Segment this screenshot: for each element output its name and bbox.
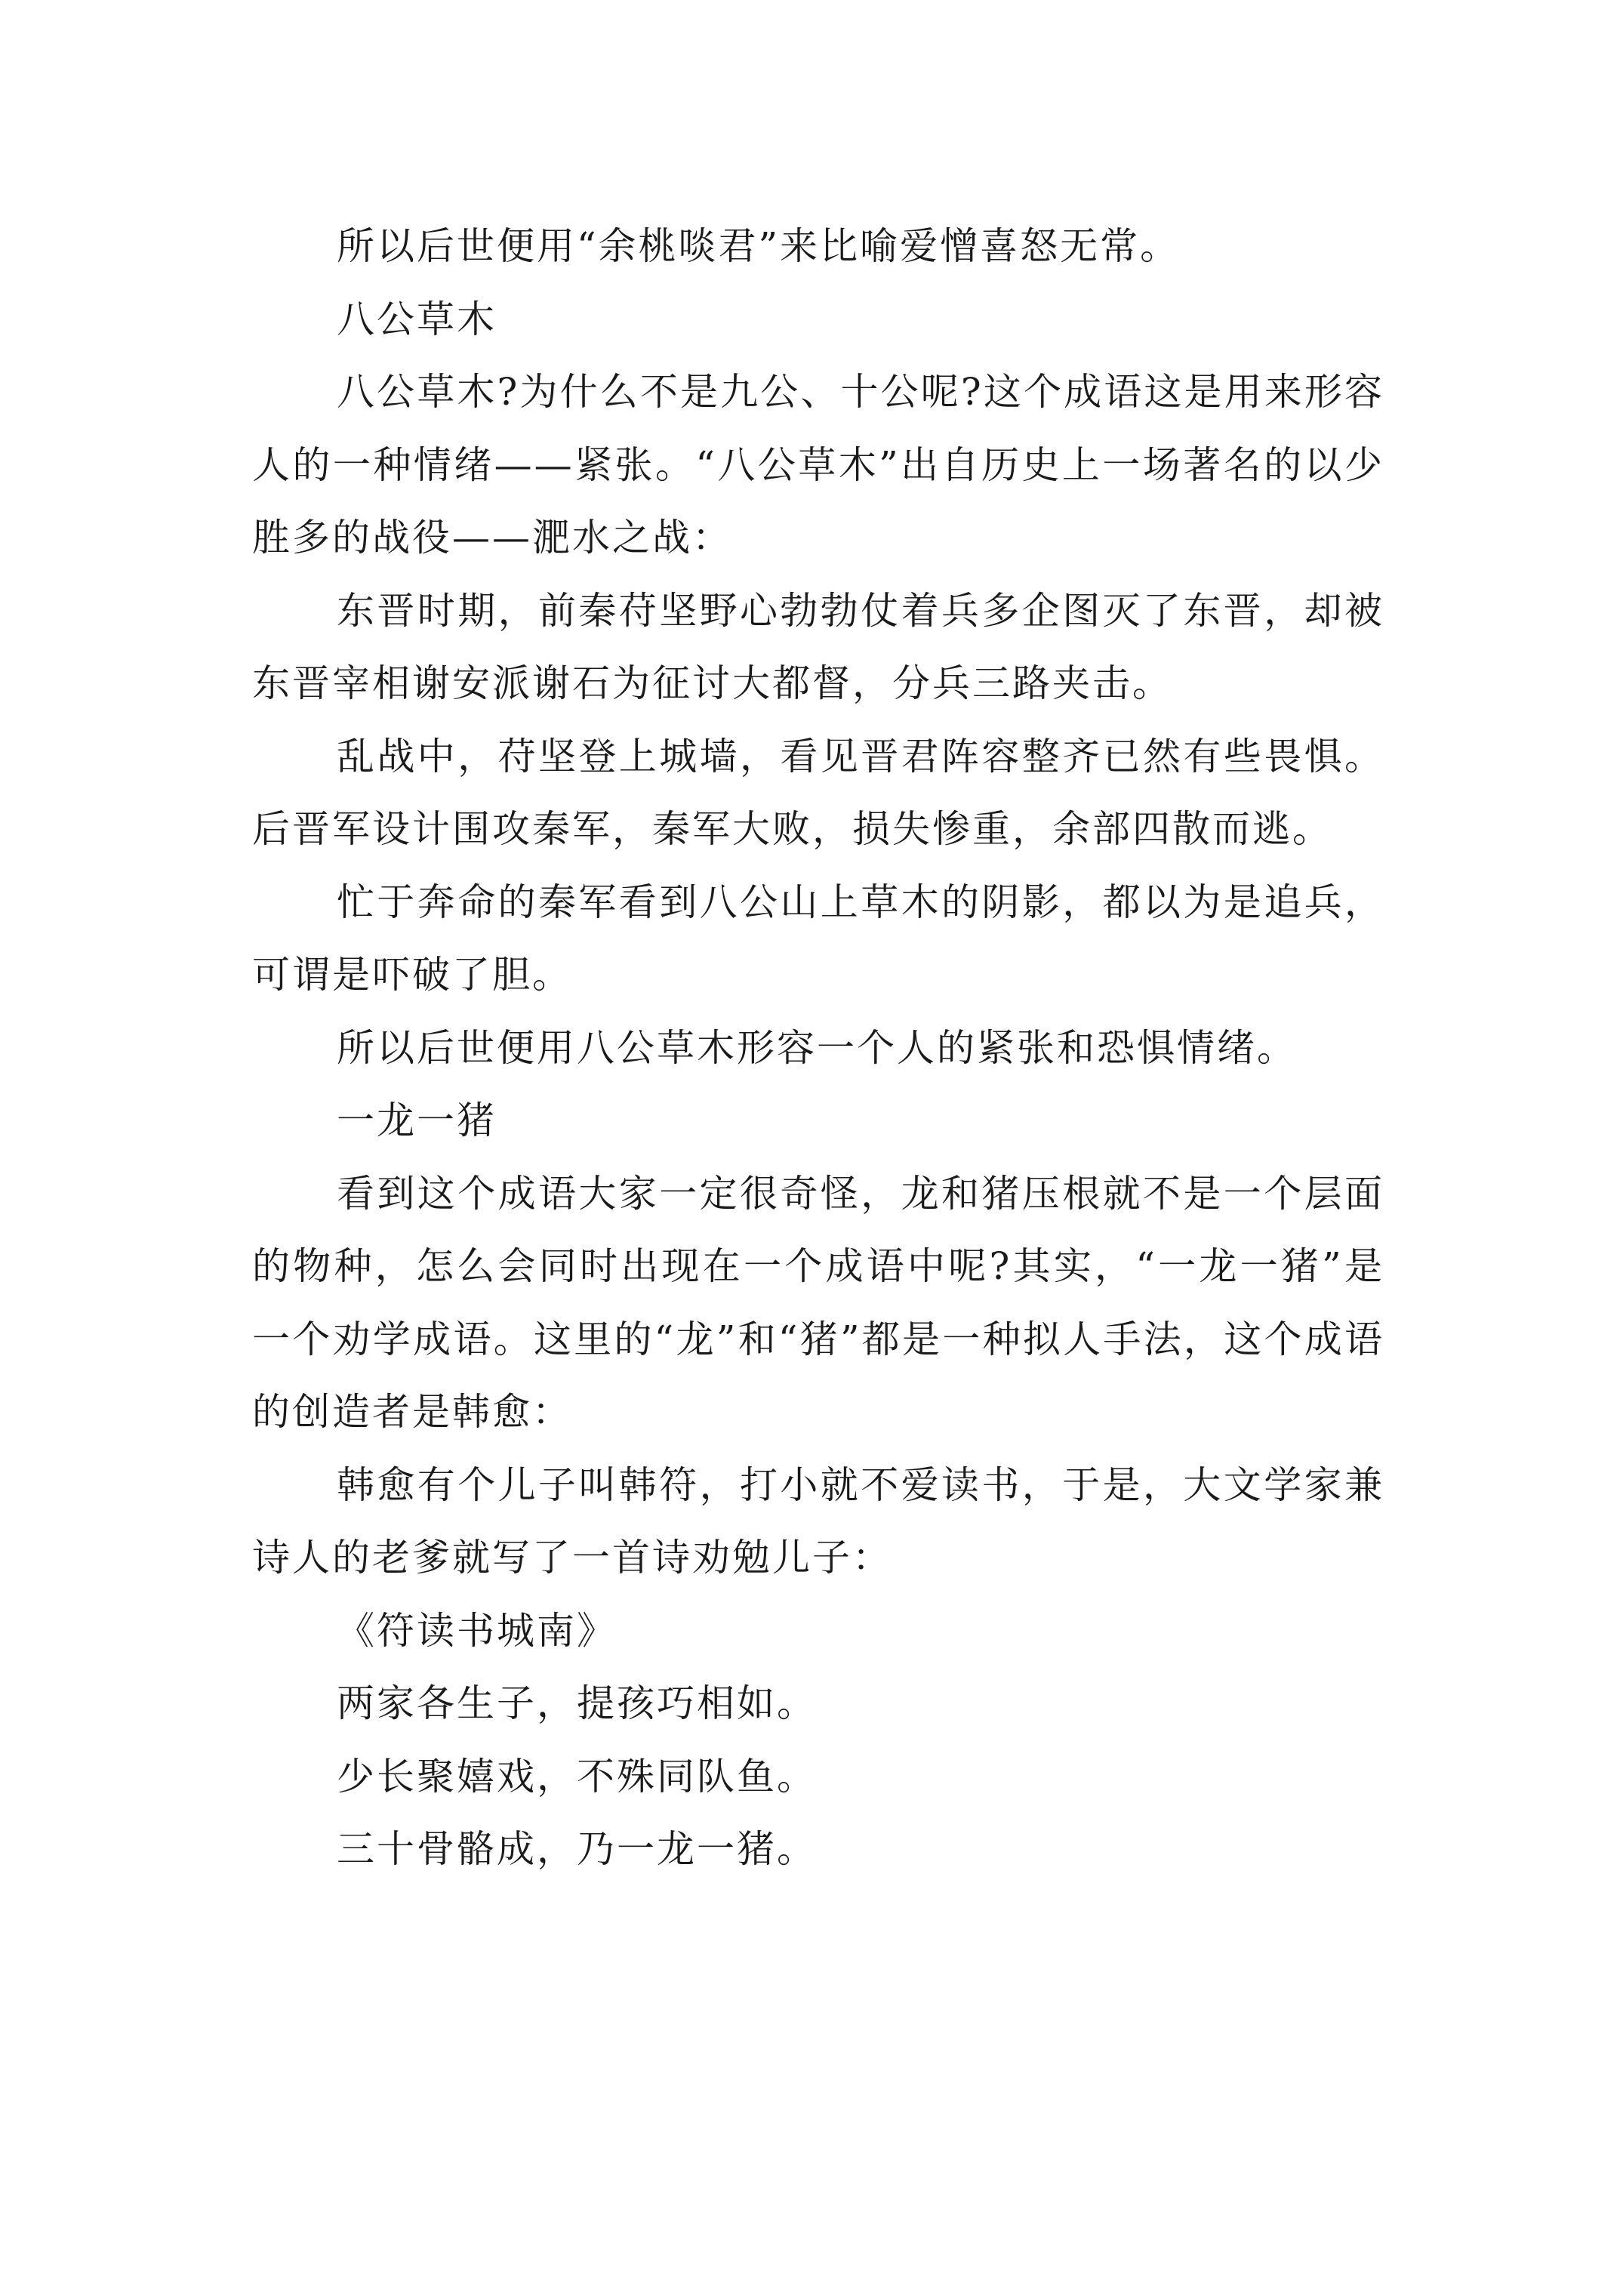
section-heading-bagong-caomu: 八公草木: [337, 297, 497, 341]
document-body: [252, 210, 1384, 1886]
paragraph-dongjin-history: 东晋时期，前秦苻坚野心勃勃仗着兵多企图灭了东晋，却被东晋宰相谢安派谢石为征讨大都督，分兵三路夹击。: [252, 588, 1384, 705]
paragraph-yilong-intro: 看到这个成语大家一定很奇怪，龙和猪压根就不是一个层面的物种，怎么会同时出现在一个成语中呢?其实，“一龙一猪”是一个劝学成语。这里的“龙”和“猪”都是一种拟人手法，这个成语的创造者是韩愈：: [252, 1171, 1384, 1434]
paragraph-bagong-intro: 八公草木?为什么不是九公、十公呢?这个成语这是用来形容人的一种情绪——紧张。“八公草木”出自历史上一场著名的以少胜多的战役——淝水之战：: [252, 370, 1384, 559]
paragraph-battle: 乱战中，苻坚登上城墙，看见晋君阵容整齐已然有些畏惧。后晋军设计围攻秦军，秦军大败，损失惨重，余部四散而逃。: [252, 734, 1384, 851]
paragraph-hanyu-son: 韩愈有个儿子叫韩符，打小就不爱读书，于是，大文学家兼诗人的老爹就写了一首诗劝勉儿子：: [252, 1462, 1384, 1579]
poem-line: 两家各生子，提孩巧相如。: [337, 1681, 817, 1725]
poem-line: 三十骨骼成，乃一龙一猪。: [337, 1827, 817, 1871]
paragraph-bagong-conclusion: 所以后世便用八公草木形容一个人的紧张和恐惧情绪。: [337, 1025, 1297, 1070]
poem-line: 少长聚嬉戏，不殊同队鱼。: [337, 1754, 817, 1798]
paragraph-yutao-conclusion: 所以后世便用“余桃啖君”来比喻爱憎喜怒无常。: [337, 224, 1181, 268]
poem-title: 《符读书城南》: [337, 1608, 617, 1653]
paragraph-retreat: 忙于奔命的秦军看到八公山上草木的阴影，都以为是追兵，可谓是吓破了胆。: [252, 880, 1384, 997]
section-heading-yilong-yizhu: 一龙一猪: [337, 1099, 497, 1142]
